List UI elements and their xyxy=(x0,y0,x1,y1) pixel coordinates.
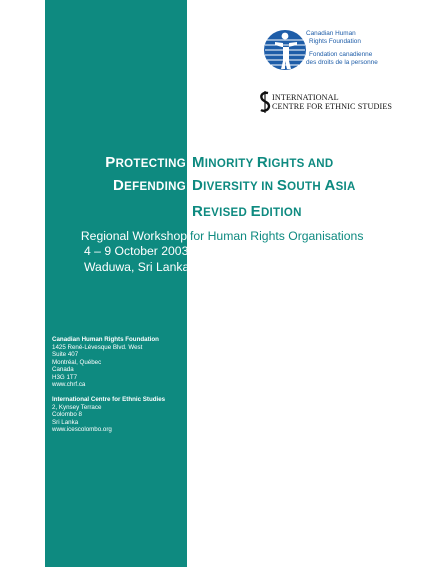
address-chrf-website: www.chrf.ca xyxy=(52,381,86,388)
address-chrf-line: Canada xyxy=(52,366,74,373)
title-left xyxy=(105,152,186,198)
chrf-name-fr xyxy=(306,51,378,66)
workshop-dates: 4 – 9 October 2003 xyxy=(84,244,189,258)
teal-band xyxy=(45,0,190,567)
address-ices-line: Sri Lanka xyxy=(52,418,79,426)
address-chrf-line: Suite 407 xyxy=(52,351,79,358)
address-ices xyxy=(52,396,165,434)
address-ices-website: www.icescolombo.org xyxy=(52,426,112,433)
address-chrf-line: Montréal, Québec xyxy=(52,358,102,366)
address-ices-name: International Centre for Ethnic Studies xyxy=(52,396,166,403)
ices-name-line1: INTERNATIONAL xyxy=(272,93,339,102)
address-chrf-line: H3G 1T7 xyxy=(52,373,78,381)
title-right-line1: MINORITY RIGHTS AND xyxy=(192,154,334,171)
chrf-name-en-line1: Canadian Human xyxy=(306,30,356,37)
title-right-line2: DIVERSITY IN SOUTH ASIA xyxy=(192,177,356,194)
address-ices-line: Colombo 8 xyxy=(52,411,82,418)
workshop-left: Regional Workshop xyxy=(80,229,187,243)
chrf-name-fr-line1: Fondation canadienne xyxy=(309,51,373,58)
chrf-name-en xyxy=(306,30,361,45)
ices-name-line2: CENTRE FOR ETHNIC STUDIES xyxy=(272,102,393,111)
ices-name xyxy=(272,93,392,111)
edition-label: REVISED EDITION xyxy=(192,203,302,220)
address-chrf-name: Canadian Human Rights Foundation xyxy=(52,336,159,343)
title-left-line1: PROTECTING xyxy=(105,154,186,171)
address-chrf xyxy=(52,336,159,389)
address-ices-line: 2, Kynsey Terrace xyxy=(52,403,102,411)
chrf-name-fr-line2: des droits de la personne xyxy=(306,58,378,66)
chrf-name-en-line2: Rights Foundation xyxy=(309,37,361,45)
ices-logo-icon xyxy=(258,91,272,113)
workshop-right: for Human Rights Organisations xyxy=(190,229,364,243)
address-chrf-line: 1425 René-Lévesque Blvd. West xyxy=(52,343,143,351)
workshop-place: Waduwa, Sri Lanka xyxy=(84,260,190,274)
chrf-logo-icon xyxy=(263,27,311,73)
title-right xyxy=(192,152,356,198)
title-left-line2: DEFENDING xyxy=(113,177,186,194)
